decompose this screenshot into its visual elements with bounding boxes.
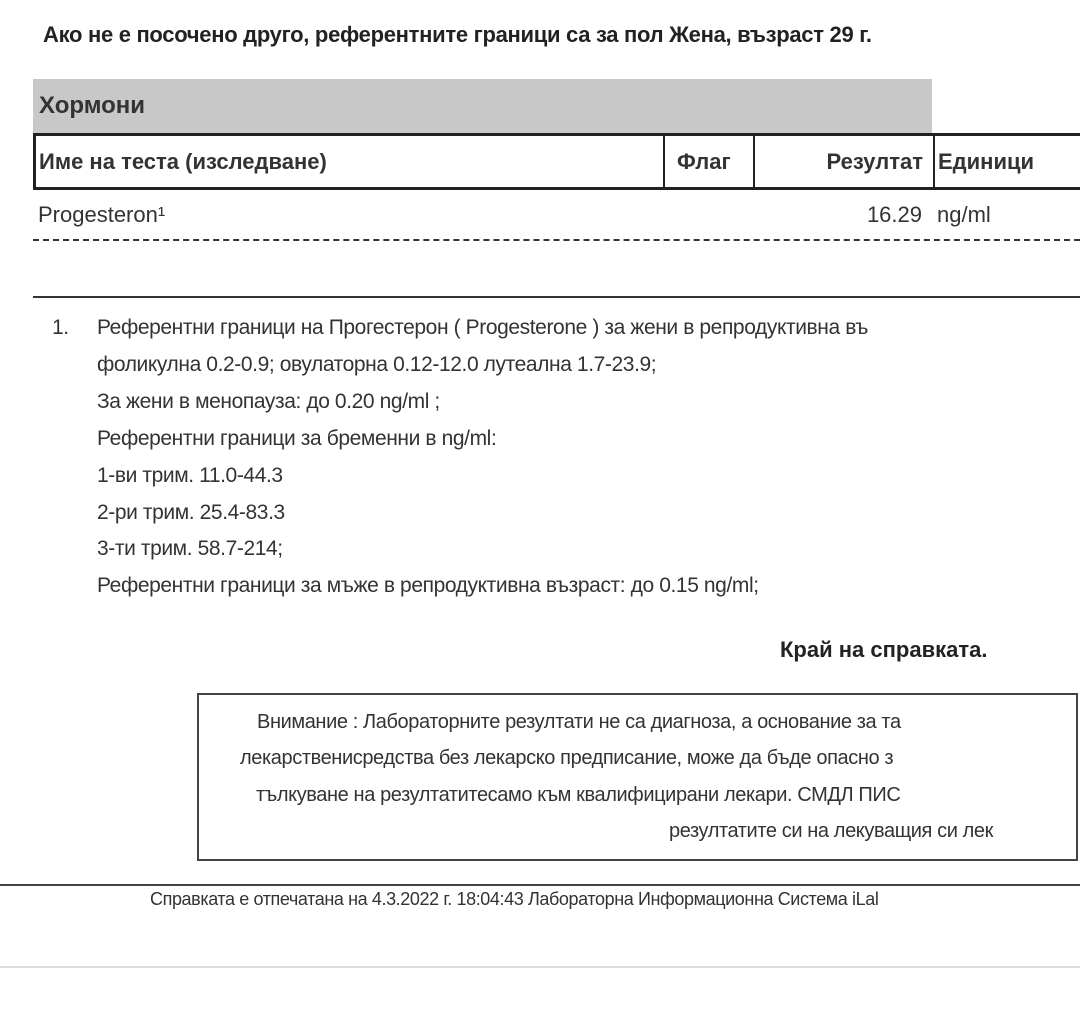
footnote-line: Референтни граници на Прогестерон ( Progesterone ) за жени в репродуктивна въ bbox=[97, 316, 868, 339]
footnote-line: 2-ри трим. 25.4-83.3 bbox=[97, 501, 285, 524]
reference-note-header: Ако не е посочено друго, референтните граници са за пол Жена, възраст 29 г. bbox=[43, 22, 872, 47]
section-title: Хормони bbox=[39, 92, 146, 119]
column-divider bbox=[663, 136, 665, 187]
row-divider bbox=[33, 239, 1080, 241]
warning-line: лекарственисредства без лекарско предписание, може да бъде опасно з bbox=[240, 747, 894, 769]
page-divider bbox=[0, 966, 1080, 968]
table-header bbox=[33, 133, 1080, 190]
warning-line: тълкуване на резултатитесамо към квалифицирани лекари. СМДЛ ПИС bbox=[256, 784, 901, 806]
footnote-line: Референтни граници за бременни в ng/ml: bbox=[97, 427, 497, 450]
print-footer: Справката е отпечатана на 4.3.2022 г. 18:04:43 Лабораторна Информационна Система iLal bbox=[150, 889, 879, 909]
section-header bbox=[33, 79, 932, 133]
footnote-number: 1. bbox=[52, 316, 69, 339]
footnote-line: 3-ти трим. 58.7-214; bbox=[97, 537, 283, 560]
footnote-line: 1-ви трим. 11.0-44.3 bbox=[97, 464, 283, 487]
test-name: Progesteron¹ bbox=[38, 202, 166, 227]
footnote-line: За жени в менопауза: до 0.20 ng/ml ; bbox=[97, 390, 440, 413]
column-header-test-name: Име на теста (изследване) bbox=[39, 149, 327, 174]
column-divider bbox=[933, 136, 935, 187]
warning-line: резултатите си на лекуващия си лек bbox=[669, 820, 993, 842]
warning-line: Внимание : Лабораторните резултати не са диагноза, а основание за та bbox=[257, 711, 901, 733]
footnote-line: фоликулна 0.2-0.9; овулаторна 0.12-12.0 лутеална 1.7-23.9; bbox=[97, 353, 657, 376]
column-header-units: Единици bbox=[938, 149, 1035, 174]
footer-divider bbox=[0, 884, 1080, 886]
test-result: 16.29 bbox=[866, 202, 922, 227]
end-of-report: Край на справката. bbox=[780, 637, 988, 662]
section-divider bbox=[33, 296, 1080, 298]
column-header-flag: Флаг bbox=[677, 149, 731, 174]
test-units: ng/ml bbox=[937, 202, 991, 227]
column-header-result: Резултат bbox=[826, 149, 923, 174]
footnote-line: Референтни граници за мъже в репродуктивна възраст: до 0.15 ng/ml; bbox=[97, 574, 759, 597]
